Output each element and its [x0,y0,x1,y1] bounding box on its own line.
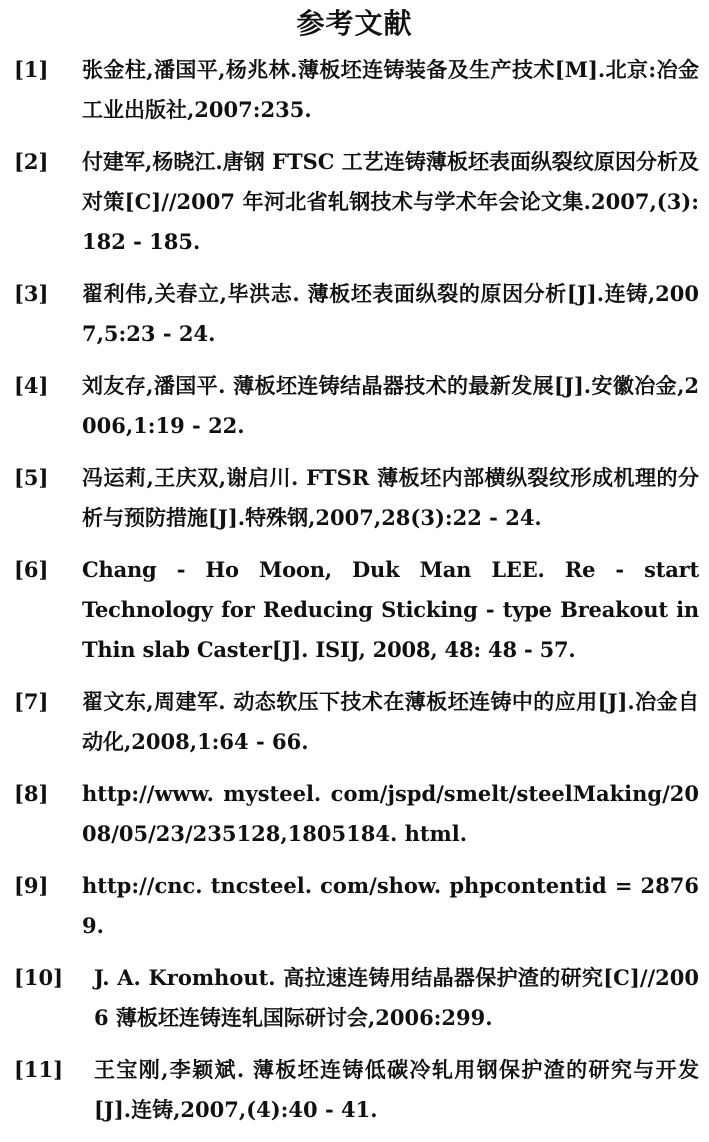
reference-item [0,774,709,854]
reference-text: 张金柱,潘国平,杨兆林.薄板坯连铸装备及生产技术[M].北京:冶金工业出版社,2007:235. [82,57,699,122]
reference-text: 翟利伟,关春立,毕洪志. 薄板坯表面纵裂的原因分析[J].连铸,2007,5:23 - 24. [82,281,699,346]
reference-number: [8] [14,781,49,806]
reference-text: http://cnc. tncsteel. com/show. phpcontentid = 28769. [82,873,699,938]
reference-text: 翟文东,周建军. 动态软压下技术在薄板坯连铸中的应用[J].冶金自动化,2008,1:64 - 66. [82,689,699,754]
reference-item [0,958,709,1038]
reference-text: 付建军,杨晓江.唐钢 FTSC 工艺连铸薄板坯表面纵裂纹原因分析及对策[C]//2007 年河北省轧钢技术与学术年会论文集.2007,(3):182 - 185. [82,149,699,254]
reference-number: [2] [14,149,49,174]
reference-text: 刘友存,潘国平. 薄板坯连铸结晶器技术的最新发展[J].安徽冶金,2006,1:19 - 22. [82,373,699,438]
reference-number: [4] [14,373,49,398]
reference-number: [1] [14,57,49,82]
reference-number: [6] [14,557,49,582]
reference-list [0,50,709,1142]
reference-text: 王宝刚,李颖斌. 薄板坯连铸低碳冷轧用钢保护渣的研究与开发[J].连铸,2007,(4):40 - 41. [94,1057,699,1122]
reference-item [0,50,709,130]
reference-number: [9] [14,873,49,898]
reference-number: [11] [14,1057,64,1082]
reference-text: Chang - Ho Moon, Duk Man LEE. Re - start Technology for Reducing Sticking - type Breakout in Thin slab Caster[J]. ISIJ, 2008, 48: 48 - 57. [82,557,699,662]
reference-item [0,366,709,446]
page-title: 参考文献 [296,7,413,40]
reference-text: J. A. Kromhout. 高拉速连铸用结晶器保护渣的研究[C]//2006 薄板坯连铸连轧国际研讨会,2006:299. [94,965,699,1030]
reference-text: http://www. mysteel. com/jspd/smelt/steelMaking/2008/05/23/235128,1805184. html. [82,781,699,846]
reference-item [0,458,709,538]
reference-item [0,866,709,946]
reference-item [0,142,709,262]
reference-item [0,274,709,354]
reference-number: [10] [14,965,64,990]
reference-item [0,1050,709,1130]
reference-item [0,682,709,762]
reference-number: [7] [14,689,49,714]
reference-item [0,550,709,670]
reference-text: 冯运莉,王庆双,谢启川. FTSR 薄板坯内部横纵裂纹形成机理的分析与预防措施[J].特殊钢,2007,28(3):22 - 24. [82,465,699,530]
reference-number: [3] [14,281,49,306]
reference-number: [5] [14,465,49,490]
